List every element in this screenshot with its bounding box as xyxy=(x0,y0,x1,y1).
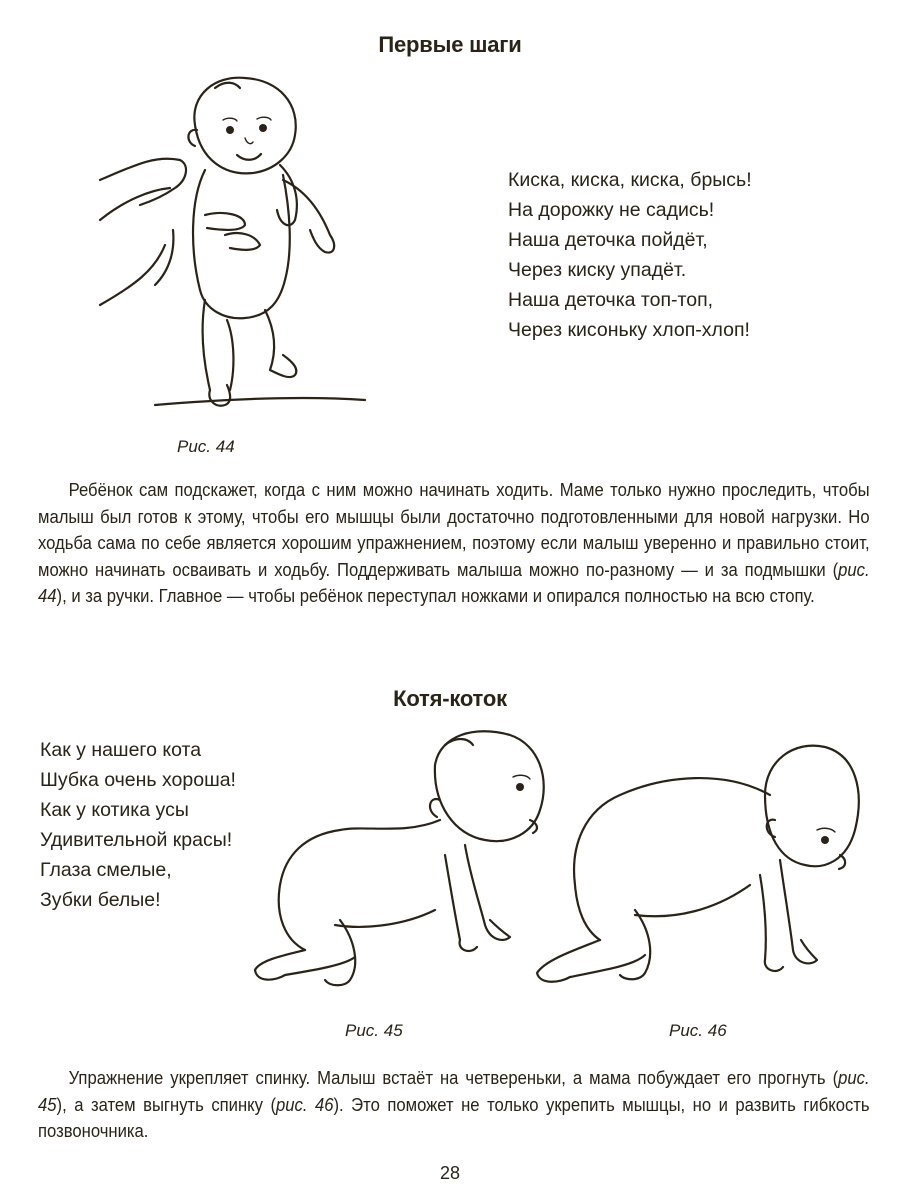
poem-line: Наша деточка топ-топ, xyxy=(508,289,714,311)
figure-reference: рис. 46 xyxy=(276,1093,334,1115)
baby-standing-illustration xyxy=(95,70,375,420)
section-title-kotya-kotok: Котя-коток xyxy=(393,686,507,711)
figure-44-caption: Рис. 44 xyxy=(177,437,235,456)
poem-line: Киска, киска, киска, брысь! xyxy=(508,169,752,191)
poem-line: Шубка очень хороша! xyxy=(40,769,236,791)
paragraph-first-steps: Ребёнок сам подскажет, когда с ним можно начинать ходить. Маме только нужно проследить, чтобы малыш был готов к этому, чтобы его мышцы были достаточно подготовленными для новой нагрузки. Но ходьба сама по себе является хорошим упражнением, поэтому если малыш уверенно и правильно стоит, можно начинать осваивать и ходьбу. Поддерживать малыша можно по-разному — и за подмышки (рис. 44), и за ручки. Главное — чтобы ребёнок переступал ножками и опирался полностью на всю стопу. xyxy=(38,479,870,606)
figure-46-caption: Рис. 46 xyxy=(669,1021,727,1040)
page-number: 28 xyxy=(439,1163,461,1183)
poem-kiska xyxy=(508,165,752,345)
baby-crawling-rounded-illustration xyxy=(525,735,865,1000)
poem-line: Глаза смелые, xyxy=(40,859,172,881)
poem-line: Через киску упадёт. xyxy=(508,259,687,281)
poem-line: Зубки белые! xyxy=(40,889,161,911)
figure-45-caption: Рис. 45 xyxy=(345,1021,403,1040)
poem-line: На дорожку не садись! xyxy=(508,199,715,221)
poem-line: Через кисоньку хлоп-хлоп! xyxy=(508,319,750,341)
poem-kotya xyxy=(40,735,236,915)
baby-crawling-arched-illustration xyxy=(245,725,565,995)
poem-line: Как у нашего кота xyxy=(40,739,202,761)
figure-reference: рис. 44 xyxy=(38,558,870,606)
figure-reference: рис. 45 xyxy=(38,1067,870,1115)
poem-line: Как у котика усы xyxy=(40,799,189,821)
poem-line: Удивительной красы! xyxy=(40,829,233,851)
paragraph-kotya-kotok: Упражнение укрепляет спинку. Малыш встаёт на четвереньки, а мама побуждает его прогнуть (рис. 45), а затем выгнуть спинку (рис. 46). Это поможет не только укрепить мышцы, но и развить гибкость позвоночника. xyxy=(38,1067,870,1141)
poem-line: Наша деточка пойдёт, xyxy=(508,229,708,251)
section-title-first-steps: Первые шаги xyxy=(378,32,522,57)
